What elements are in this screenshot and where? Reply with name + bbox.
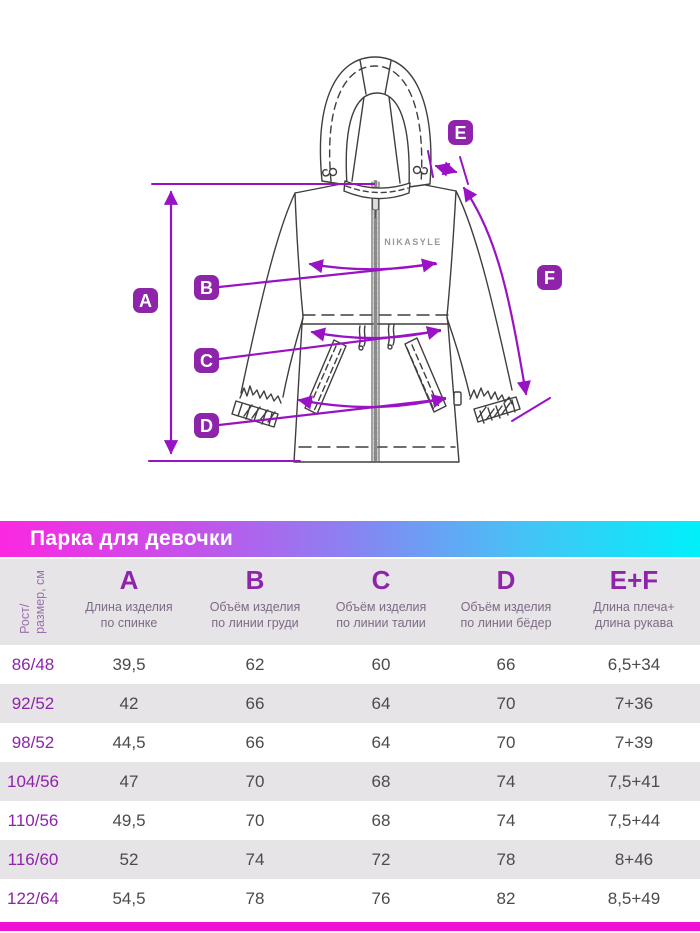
value-cell: 49,5 <box>112 810 146 830</box>
value-cell: 66 <box>245 732 265 752</box>
value-cell: 82 <box>496 888 516 908</box>
value-cell: 54,5 <box>112 888 146 908</box>
jacket-line-art <box>232 57 520 462</box>
column-letter: C <box>371 565 391 595</box>
column-header-A <box>66 559 192 645</box>
table-row <box>0 801 700 840</box>
column-header-EF <box>568 559 700 645</box>
value-cell: 64 <box>371 732 391 752</box>
value-cell: 7+39 <box>614 732 654 752</box>
table-row <box>0 762 700 801</box>
table-row <box>0 723 700 762</box>
size-table-body <box>0 645 700 918</box>
value-cell: 72 <box>371 849 391 869</box>
value-cell: 76 <box>371 888 391 908</box>
table-row <box>0 879 700 918</box>
column-desc: Длина плеча+ длина рукава <box>593 600 675 630</box>
measure-D <box>219 398 445 425</box>
value-cell: 8+46 <box>614 849 654 869</box>
size-cell: 104/56 <box>7 771 59 791</box>
size-table <box>0 559 700 918</box>
column-desc: Объём изделия по линии груди <box>209 600 301 630</box>
value-cell: 66 <box>496 654 516 674</box>
table-row <box>0 684 700 723</box>
value-cell: 70 <box>496 732 516 752</box>
size-cell: 98/52 <box>11 732 55 752</box>
label-A <box>133 288 158 313</box>
value-cell: 42 <box>119 693 139 713</box>
column-desc: Объём изделия по линии талии <box>335 600 427 630</box>
value-cell: 62 <box>245 654 265 674</box>
value-cell: 47 <box>119 771 139 791</box>
value-cell: 68 <box>371 810 391 830</box>
column-header-B <box>192 559 318 645</box>
value-cell: 52 <box>119 849 139 869</box>
value-cell: 39,5 <box>112 654 146 674</box>
label-F-letter: F <box>544 268 555 288</box>
value-cell: 68 <box>371 771 391 791</box>
value-cell: 66 <box>245 693 265 713</box>
row-header-label <box>18 570 48 634</box>
measure-E <box>428 151 468 184</box>
size-cell: 86/48 <box>11 654 55 674</box>
bottom-accent-bar <box>0 922 700 931</box>
column-header-D <box>444 559 568 645</box>
column-letter: A <box>119 565 139 595</box>
header-row <box>0 559 700 645</box>
value-cell: 74 <box>496 810 516 830</box>
label-A-letter: A <box>139 291 152 311</box>
brand-text: NIKASYLE <box>384 237 442 247</box>
label-C-letter: C <box>200 351 213 371</box>
value-cell: 44,5 <box>112 732 146 752</box>
label-D <box>194 413 219 438</box>
size-table-header <box>0 559 700 645</box>
column-letter: B <box>245 565 265 595</box>
value-cell: 74 <box>245 849 265 869</box>
value-cell: 70 <box>496 693 516 713</box>
column-header-C <box>318 559 444 645</box>
label-C <box>194 348 219 373</box>
value-cell: 8,5+49 <box>607 888 661 908</box>
label-D-letter: D <box>200 416 213 436</box>
row-header-line1: Рост/ <box>17 603 32 634</box>
column-desc: Длина изделия по спинке <box>85 600 173 630</box>
value-cell: 70 <box>245 771 265 791</box>
row-header-cell <box>0 559 66 645</box>
label-F <box>537 265 562 290</box>
size-cell: 116/60 <box>7 849 59 869</box>
size-cell: 122/64 <box>7 888 59 908</box>
value-cell: 74 <box>496 771 516 791</box>
hood <box>320 57 430 199</box>
column-letter: D <box>496 565 516 595</box>
page-title: Парка для девочки <box>30 527 234 550</box>
measurement-labels <box>133 120 562 438</box>
table-row <box>0 840 700 879</box>
label-B-letter: B <box>200 278 213 298</box>
table-row <box>0 645 700 684</box>
zipper <box>372 182 379 462</box>
column-letter: E+F <box>609 565 659 595</box>
value-cell: 70 <box>245 810 265 830</box>
value-cell: 60 <box>371 654 391 674</box>
title-banner <box>0 521 700 557</box>
value-cell: 7,5+41 <box>607 771 661 791</box>
value-cell: 7+36 <box>614 693 654 713</box>
row-header-line2: размер, см <box>32 570 47 634</box>
value-cell: 7,5+44 <box>607 810 661 830</box>
size-cell: 92/52 <box>11 693 55 713</box>
measure-F <box>464 188 550 421</box>
column-desc: Объём изделия по линии бёдер <box>460 600 552 630</box>
value-cell: 6,5+34 <box>607 654 661 674</box>
measure-B <box>219 263 436 287</box>
label-B <box>194 275 219 300</box>
label-E <box>448 120 473 145</box>
left-sleeve <box>232 193 303 427</box>
value-cell: 64 <box>371 693 391 713</box>
size-cell: 110/56 <box>7 810 59 830</box>
label-E-letter: E <box>454 123 467 143</box>
value-cell: 78 <box>245 888 265 908</box>
value-cell: 78 <box>496 849 516 869</box>
